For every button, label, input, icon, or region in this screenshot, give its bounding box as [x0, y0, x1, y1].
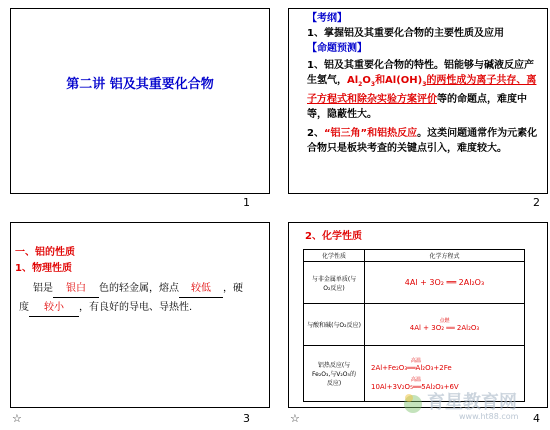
p1-formula-al: $Al_2O_3$和$Al(OH)_3$: [347, 75, 427, 88]
slide-3: [10, 222, 270, 408]
text-1: 铝是: [33, 283, 53, 294]
p2-text: 。这类问题通常作为元素化合物只是板块考查的关键点引入，难度较大。: [307, 128, 538, 154]
physical-properties-text: [33, 281, 265, 298]
page-number-3: 3: [243, 412, 250, 425]
physical-properties-text-2: [19, 300, 265, 317]
star-icon: ☆: [290, 412, 300, 425]
row-2-equation: [365, 304, 525, 346]
heading-chemical-properties: 2、化学性质: [305, 231, 362, 242]
p2-index: 2、: [307, 128, 324, 139]
page-number-2: 2: [533, 196, 540, 209]
slide-1-title: 第二讲 铝及其重要化合物: [66, 77, 214, 92]
slide-2: [288, 8, 548, 194]
blank-color: 银白: [53, 281, 99, 298]
row-2-eq-text: 4Al + 3O₂ ══ 2Al₂O₃: [409, 324, 480, 332]
row-3-eq-1: 2Al+Fe₂O₃══Al₂O₃+2Fe: [371, 363, 452, 372]
watermark-brand: 育星教育网: [427, 392, 517, 413]
section-heading-mingti: 【命题预测】: [307, 43, 367, 54]
table-row: [304, 262, 525, 304]
watermark-logo: [399, 386, 549, 426]
page-number-4: 4: [533, 412, 540, 425]
row-1-equation: 4Al + 3O₂ ══ 2Al₂O₃: [365, 262, 525, 304]
heading-physical-properties: 1、物理性质: [15, 263, 72, 274]
row-2-condition: 点燃: [439, 318, 450, 324]
p1-keywords: 的两性成为离子共存、离子方程式和除杂实验方案评价: [307, 75, 537, 105]
text-5: ，有良好的导电、导热性.: [79, 302, 193, 313]
table-row: [304, 304, 525, 346]
row-3-eq-2: 10Al+3V₂O₅══5Al₂O₃+6V: [371, 382, 459, 391]
heading-aluminum-properties: 一、铝的性质: [15, 247, 75, 258]
col-header-property: 化学性质: [304, 250, 365, 262]
watermark-url: www.ht88.com: [459, 412, 519, 421]
kaogang-text: 1、掌握铝及其重要化合物的主要性质及应用: [307, 28, 504, 39]
p2-keywords: “铝三角”和铝热反应: [323, 128, 418, 139]
blank-hardness: 较小: [29, 300, 79, 317]
row-1-label: 与非金属单质(与 O₂反应): [304, 262, 365, 304]
slide-4: [288, 222, 548, 408]
section-heading-kaogang: 【考纲】: [307, 13, 347, 24]
row-3-label: 铝热反应(与 Fe₂O₃,与V₂O₅的 反应): [304, 346, 365, 402]
text-4: 度: [19, 302, 29, 313]
chemical-properties-table: [303, 249, 525, 402]
prediction-paragraph-1: [307, 58, 542, 122]
col-header-equation: 化学方程式: [365, 250, 525, 262]
star-icon: ☆: [12, 412, 22, 425]
slide-1: [10, 8, 270, 194]
p1-text-f: 等的命题点，难度中等，隐蔽性大。: [307, 94, 527, 120]
row-3-condition: 高温: [411, 357, 422, 364]
text-2: 色的轻金属，熔点: [99, 283, 179, 294]
row-3-condition-2: 高温: [411, 376, 422, 383]
blank-melting-point: 较低: [179, 281, 223, 298]
prediction-paragraph-2: [307, 126, 542, 156]
page-number-1: 1: [243, 196, 250, 209]
p1-text-a: 1、铝及其重要化合物的特性。铝能够与碱液反应产生氢气，: [307, 60, 534, 86]
text-3: ，硬: [223, 283, 243, 294]
row-2-label: 与酸和碱(与O₂反应): [304, 304, 365, 346]
